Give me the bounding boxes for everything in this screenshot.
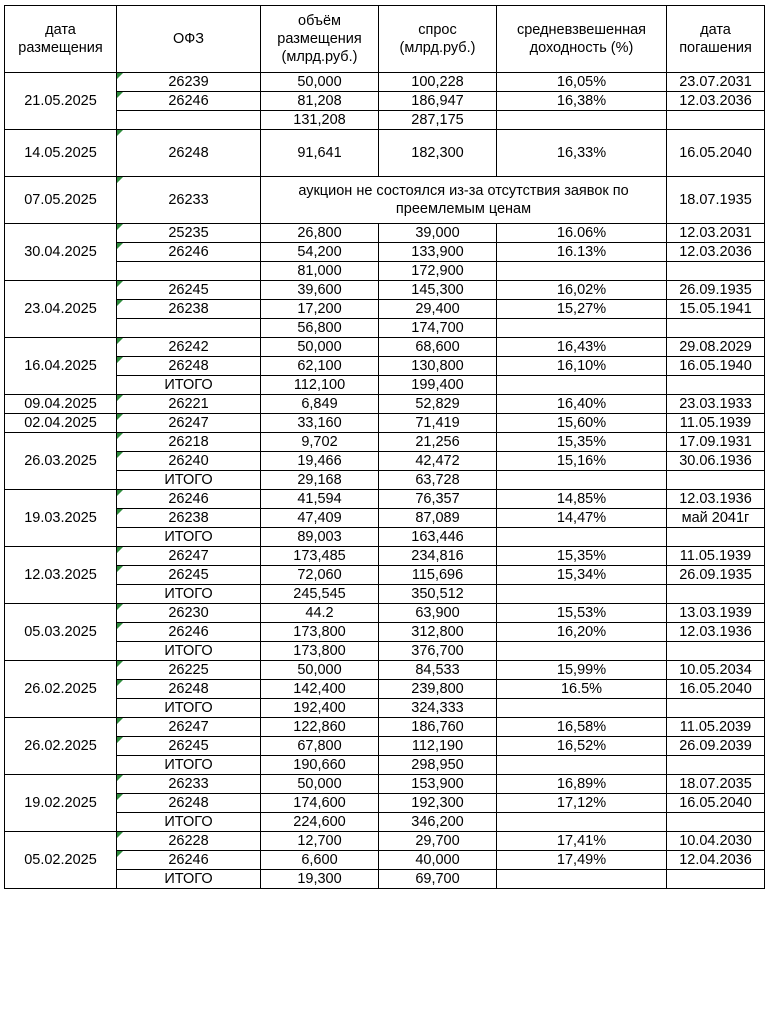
table-row [5,338,765,357]
volume-cell: 41,594 [261,490,379,509]
placement-date-cell: 19.02.2025 [5,775,117,832]
ofz-cell: 26245 [117,281,261,300]
demand-cell: 163,446 [379,528,497,547]
demand-cell: 182,300 [379,130,497,177]
volume-cell: 6,849 [261,395,379,414]
yield-cell: 16,02% [497,281,667,300]
ofz-cell: 26238 [117,509,261,528]
table-row [5,756,765,775]
maturity-cell: 29.08.2029 [667,338,765,357]
table-row [5,471,765,490]
volume-cell: 81,000 [261,262,379,281]
header-volume: объём размещения (млрд.руб.) [261,6,379,73]
maturity-cell: 17.09.1931 [667,433,765,452]
auction-results-table [4,5,765,889]
maturity-cell [667,756,765,775]
auction-note-cell: аукцион не состоялся из-за отсутствия заявок по преемлемым ценам [261,177,667,224]
ofz-cell: ИТОГО [117,756,261,775]
demand-cell: 174,700 [379,319,497,338]
table-row [5,699,765,718]
placement-date-cell: 21.05.2025 [5,73,117,130]
placement-date-cell: 19.03.2025 [5,490,117,547]
volume-cell: 12,700 [261,832,379,851]
volume-cell: 142,400 [261,680,379,699]
volume-cell: 54,200 [261,243,379,262]
yield-cell: 17,49% [497,851,667,870]
table-row [5,414,765,433]
table-row [5,177,765,224]
yield-cell [497,376,667,395]
volume-cell: 173,485 [261,547,379,566]
volume-cell: 44.2 [261,604,379,623]
placement-date-cell: 07.05.2025 [5,177,117,224]
maturity-cell: 26.09.1935 [667,566,765,585]
yield-cell: 15,60% [497,414,667,433]
demand-cell: 39,000 [379,224,497,243]
ofz-cell: 26247 [117,547,261,566]
ofz-cell: 26221 [117,395,261,414]
ofz-cell: 26238 [117,300,261,319]
table-row [5,130,765,177]
maturity-cell [667,870,765,889]
demand-cell: 87,089 [379,509,497,528]
demand-cell: 234,816 [379,547,497,566]
ofz-cell [117,262,261,281]
demand-cell: 29,700 [379,832,497,851]
yield-cell: 15,34% [497,566,667,585]
yield-cell: 15,35% [497,547,667,566]
demand-cell: 69,700 [379,870,497,889]
ofz-cell: 26248 [117,130,261,177]
maturity-cell: 11.05.1939 [667,414,765,433]
demand-cell: 29,400 [379,300,497,319]
table-row [5,813,765,832]
yield-cell [497,699,667,718]
volume-cell: 26,800 [261,224,379,243]
demand-cell: 239,800 [379,680,497,699]
table-row [5,452,765,471]
ofz-cell: 25235 [117,224,261,243]
ofz-cell: ИТОГО [117,376,261,395]
demand-cell: 68,600 [379,338,497,357]
volume-cell: 33,160 [261,414,379,433]
maturity-cell: 12.04.2036 [667,851,765,870]
table-row [5,775,765,794]
table-row [5,737,765,756]
volume-cell: 173,800 [261,623,379,642]
demand-cell: 84,533 [379,661,497,680]
maturity-cell: 26.09.1935 [667,281,765,300]
volume-cell: 50,000 [261,775,379,794]
table-row [5,509,765,528]
demand-cell: 312,800 [379,623,497,642]
ofz-cell: 26240 [117,452,261,471]
volume-cell: 122,860 [261,718,379,737]
maturity-cell: 16.05.2040 [667,130,765,177]
table-row [5,623,765,642]
demand-cell: 21,256 [379,433,497,452]
yield-cell [497,813,667,832]
header-yield: средневзвешенная доходность (%) [497,6,667,73]
volume-cell: 47,409 [261,509,379,528]
placement-date-cell: 26.02.2025 [5,718,117,775]
maturity-cell: 12.03.2036 [667,243,765,262]
table-row [5,585,765,604]
ofz-cell: 26245 [117,737,261,756]
yield-cell [497,471,667,490]
maturity-cell: 11.05.1939 [667,547,765,566]
ofz-cell [117,319,261,338]
yield-cell: 15,99% [497,661,667,680]
maturity-cell: 16.05.2040 [667,680,765,699]
yield-cell [497,319,667,338]
volume-cell: 91,641 [261,130,379,177]
yield-cell: 14,85% [497,490,667,509]
placement-date-cell: 02.04.2025 [5,414,117,433]
demand-cell: 42,472 [379,452,497,471]
table-row [5,433,765,452]
ofz-cell: 26246 [117,243,261,262]
table-row [5,642,765,661]
table-row [5,528,765,547]
maturity-cell: 15.05.1941 [667,300,765,319]
placement-date-cell: 09.04.2025 [5,395,117,414]
demand-cell: 192,300 [379,794,497,813]
table-row [5,566,765,585]
header-demand: спрос (млрд.руб.) [379,6,497,73]
maturity-cell: 16.05.1940 [667,357,765,376]
header-row [5,6,765,73]
yield-cell [497,756,667,775]
demand-cell: 145,300 [379,281,497,300]
demand-cell: 186,760 [379,718,497,737]
volume-cell: 19,300 [261,870,379,889]
yield-cell: 16.06% [497,224,667,243]
volume-cell: 190,660 [261,756,379,775]
yield-cell [497,111,667,130]
yield-cell: 16,05% [497,73,667,92]
table-row [5,851,765,870]
ofz-cell: 26248 [117,357,261,376]
table-row [5,661,765,680]
maturity-cell: май 2041г [667,509,765,528]
maturity-cell [667,642,765,661]
maturity-cell: 12.03.2031 [667,224,765,243]
table-row [5,490,765,509]
volume-cell: 19,466 [261,452,379,471]
table-row [5,547,765,566]
volume-cell: 6,600 [261,851,379,870]
table-row [5,92,765,111]
ofz-cell: 26248 [117,680,261,699]
demand-cell: 298,950 [379,756,497,775]
maturity-cell: 12.03.2036 [667,92,765,111]
ofz-cell: 26246 [117,490,261,509]
ofz-cell: ИТОГО [117,813,261,832]
table-row [5,395,765,414]
demand-cell: 346,200 [379,813,497,832]
yield-cell: 16,89% [497,775,667,794]
volume-cell: 245,545 [261,585,379,604]
table-row [5,794,765,813]
maturity-cell: 12.03.1936 [667,490,765,509]
demand-cell: 287,175 [379,111,497,130]
yield-cell: 16,33% [497,130,667,177]
ofz-cell: 26242 [117,338,261,357]
maturity-cell: 11.05.2039 [667,718,765,737]
volume-cell: 56,800 [261,319,379,338]
placement-date-cell: 26.03.2025 [5,433,117,490]
yield-cell [497,870,667,889]
demand-cell: 350,512 [379,585,497,604]
header-date: дата размещения [5,6,117,73]
ofz-cell: 26228 [117,832,261,851]
maturity-cell [667,262,765,281]
maturity-cell: 16.05.2040 [667,794,765,813]
volume-cell: 50,000 [261,661,379,680]
table-row [5,319,765,338]
ofz-cell: 26247 [117,414,261,433]
yield-cell: 17,12% [497,794,667,813]
ofz-cell: 26233 [117,775,261,794]
maturity-cell [667,585,765,604]
demand-cell: 63,900 [379,604,497,623]
table-row [5,870,765,889]
table-row [5,281,765,300]
ofz-cell: 26247 [117,718,261,737]
maturity-cell [667,376,765,395]
demand-cell: 52,829 [379,395,497,414]
ofz-cell: 26225 [117,661,261,680]
volume-cell: 174,600 [261,794,379,813]
table-row [5,224,765,243]
maturity-cell [667,813,765,832]
maturity-cell: 18.07.2035 [667,775,765,794]
demand-cell: 63,728 [379,471,497,490]
table-row [5,111,765,130]
placement-date-cell: 05.02.2025 [5,832,117,889]
ofz-cell: ИТОГО [117,642,261,661]
table-row [5,680,765,699]
volume-cell: 17,200 [261,300,379,319]
maturity-cell: 23.07.2031 [667,73,765,92]
placement-date-cell: 16.04.2025 [5,338,117,395]
volume-cell: 72,060 [261,566,379,585]
maturity-cell: 18.07.1935 [667,177,765,224]
volume-cell: 62,100 [261,357,379,376]
demand-cell: 112,190 [379,737,497,756]
yield-cell: 15,16% [497,452,667,471]
maturity-cell [667,699,765,718]
yield-cell: 16.5% [497,680,667,699]
table-row [5,832,765,851]
demand-cell: 115,696 [379,566,497,585]
yield-cell: 15,35% [497,433,667,452]
maturity-cell: 30.06.1936 [667,452,765,471]
demand-cell: 100,228 [379,73,497,92]
table-row [5,243,765,262]
ofz-cell: 26239 [117,73,261,92]
ofz-cell: 26230 [117,604,261,623]
table-row [5,300,765,319]
table-row [5,262,765,281]
ofz-cell: 26245 [117,566,261,585]
ofz-cell: 26246 [117,851,261,870]
yield-cell: 16,38% [497,92,667,111]
table-row [5,357,765,376]
volume-cell: 50,000 [261,73,379,92]
yield-cell [497,585,667,604]
ofz-cell: 26248 [117,794,261,813]
ofz-cell: ИТОГО [117,699,261,718]
ofz-cell: 26218 [117,433,261,452]
volume-cell: 29,168 [261,471,379,490]
yield-cell: 16,20% [497,623,667,642]
volume-cell: 50,000 [261,338,379,357]
yield-cell [497,262,667,281]
yield-cell: 16,52% [497,737,667,756]
yield-cell: 16,40% [497,395,667,414]
table-row [5,604,765,623]
ofz-cell: ИТОГО [117,585,261,604]
ofz-cell: 26233 [117,177,261,224]
demand-cell: 376,700 [379,642,497,661]
demand-cell: 133,900 [379,243,497,262]
maturity-cell: 13.03.1939 [667,604,765,623]
maturity-cell [667,111,765,130]
demand-cell: 199,400 [379,376,497,395]
volume-cell: 9,702 [261,433,379,452]
volume-cell: 192,400 [261,699,379,718]
demand-cell: 40,000 [379,851,497,870]
header-ofz: ОФЗ [117,6,261,73]
maturity-cell: 12.03.1936 [667,623,765,642]
ofz-cell [117,111,261,130]
yield-cell: 16,43% [497,338,667,357]
placement-date-cell: 05.03.2025 [5,604,117,661]
maturity-cell: 26.09.2039 [667,737,765,756]
maturity-cell [667,528,765,547]
yield-cell [497,642,667,661]
header-maturity: дата погашения [667,6,765,73]
yield-cell: 16,58% [497,718,667,737]
volume-cell: 224,600 [261,813,379,832]
yield-cell: 15,53% [497,604,667,623]
maturity-cell [667,471,765,490]
maturity-cell [667,319,765,338]
volume-cell: 173,800 [261,642,379,661]
placement-date-cell: 12.03.2025 [5,547,117,604]
placement-date-cell: 26.02.2025 [5,661,117,718]
demand-cell: 186,947 [379,92,497,111]
demand-cell: 172,900 [379,262,497,281]
demand-cell: 71,419 [379,414,497,433]
volume-cell: 89,003 [261,528,379,547]
demand-cell: 130,800 [379,357,497,376]
volume-cell: 81,208 [261,92,379,111]
volume-cell: 112,100 [261,376,379,395]
volume-cell: 131,208 [261,111,379,130]
ofz-cell: 26246 [117,92,261,111]
placement-date-cell: 23.04.2025 [5,281,117,338]
demand-cell: 153,900 [379,775,497,794]
yield-cell: 16,10% [497,357,667,376]
yield-cell: 17,41% [497,832,667,851]
placement-date-cell: 14.05.2025 [5,130,117,177]
yield-cell: 16.13% [497,243,667,262]
demand-cell: 324,333 [379,699,497,718]
maturity-cell: 10.05.2034 [667,661,765,680]
maturity-cell: 23.03.1933 [667,395,765,414]
table-body [5,73,765,889]
table-row [5,376,765,395]
yield-cell: 14,47% [497,509,667,528]
ofz-cell: ИТОГО [117,528,261,547]
demand-cell: 76,357 [379,490,497,509]
table-row [5,718,765,737]
ofz-cell: 26246 [117,623,261,642]
volume-cell: 39,600 [261,281,379,300]
yield-cell: 15,27% [497,300,667,319]
ofz-cell: ИТОГО [117,471,261,490]
ofz-cell: ИТОГО [117,870,261,889]
maturity-cell: 10.04.2030 [667,832,765,851]
placement-date-cell: 30.04.2025 [5,224,117,281]
table-row [5,73,765,92]
yield-cell [497,528,667,547]
volume-cell: 67,800 [261,737,379,756]
